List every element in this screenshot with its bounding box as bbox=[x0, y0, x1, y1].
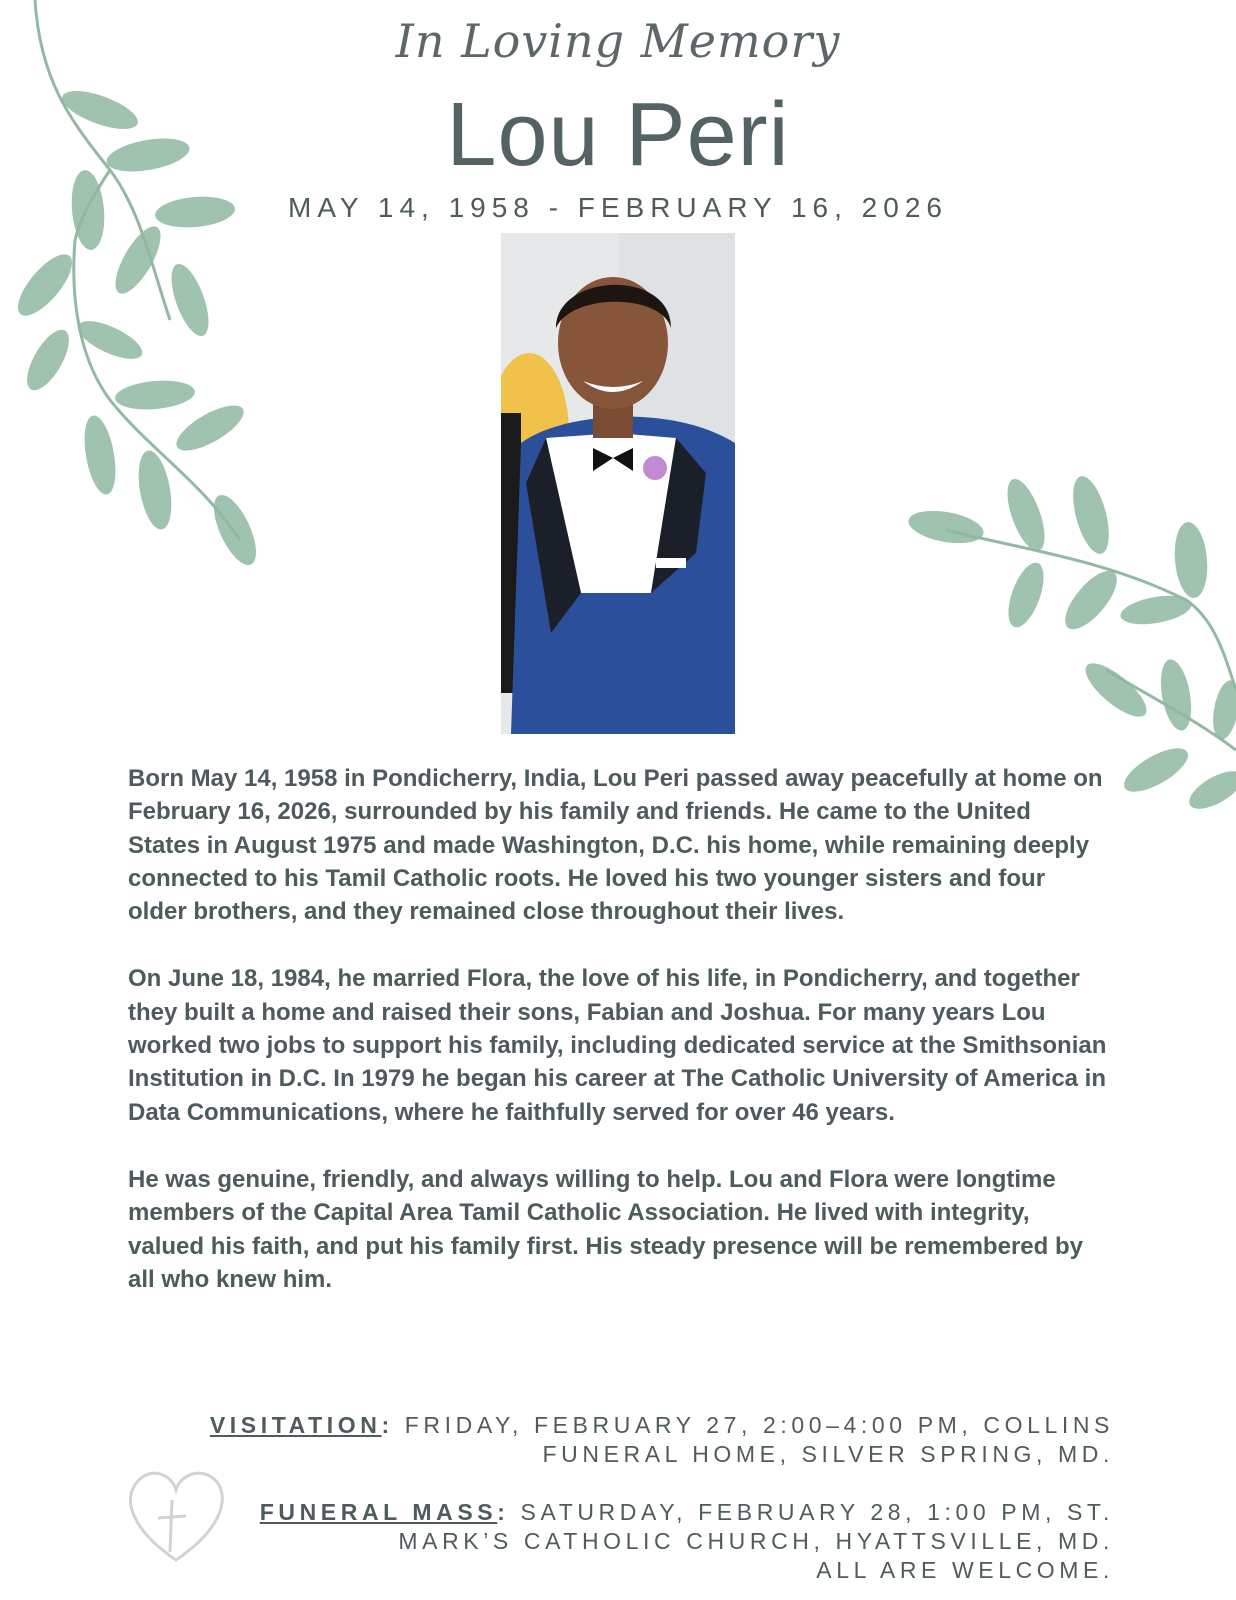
script-title: In Loving Memory bbox=[395, 14, 841, 68]
funeral-mass-line-2: MARK’S CATHOLIC CHURCH, HYATTSVILLE, MD. bbox=[398, 1528, 1114, 1554]
deceased-name: Lou Peri bbox=[446, 85, 790, 185]
biography bbox=[128, 762, 1108, 1330]
funeral-mass-line-3: ALL ARE WELCOME. bbox=[816, 1557, 1114, 1583]
funeral-mass-line-1: SATURDAY, FEBRUARY 28, 1:00 PM, ST. bbox=[520, 1499, 1114, 1525]
bio-paragraph-3: He was genuine, friendly, and always willing to help. Lou and Flora were longtime members of the Capital Area Tamil Catholic Association. He lived with integrity, valued his faith, and put his family first. His steady presence will be remembered by all who knew him. bbox=[128, 1165, 1083, 1293]
visitation-line-2: FUNERAL HOME, SILVER SPRING, MD. bbox=[542, 1441, 1114, 1467]
bio-paragraph-1: Born May 14, 1958 in Pondicherry, India, Lou Peri passed away peacefully at home on February 16, 2026, surrounded by his family and friends. He came to the United States in August 1975 and made Washington, D.C. his home, while remaining deeply connected to his Tamil Catholic roots. He loved his two younger sisters and four older brothers, and they remained close throughout their lives. bbox=[128, 765, 1103, 926]
visitation-line-1: FRIDAY, FEBRUARY 27, 2:00–4:00 PM, COLLINS bbox=[404, 1412, 1114, 1438]
visitation-details: VISITATION: FRIDAY, FEBRUARY 27, 2:00–4:00 PM, COLLINS FUNERAL HOME, SILVER SPRING, MD. bbox=[209, 1412, 1114, 1467]
visitation-label: VISITATION bbox=[209, 1412, 382, 1438]
funeral-mass-label: FUNERAL MASS bbox=[259, 1499, 498, 1525]
funeral-mass-details: FUNERAL MASS: SATURDAY, FEBRUARY 28, 1:00 PM, ST. MARK’S CATHOLIC CHURCH, HYATTSVILLE, MD. ALL ARE WELCOME. bbox=[259, 1499, 1114, 1583]
life-dates: MAY 14, 1958 - FEBRUARY 16, 2026 bbox=[288, 192, 948, 223]
bio-paragraph-2: On June 18, 1984, he married Flora, the love of his life, in Pondicherry, and together they built a home and raised their sons, Fabian and Joshua. For many years Lou worked two jobs to support his family, including dedicated service at the Smithsonian Institution in D.C. In 1979 he began his career at The Catholic University of America in Data Communications, where he faithfully served for over 46 years. bbox=[128, 965, 1107, 1126]
portrait-photo bbox=[501, 233, 735, 734]
